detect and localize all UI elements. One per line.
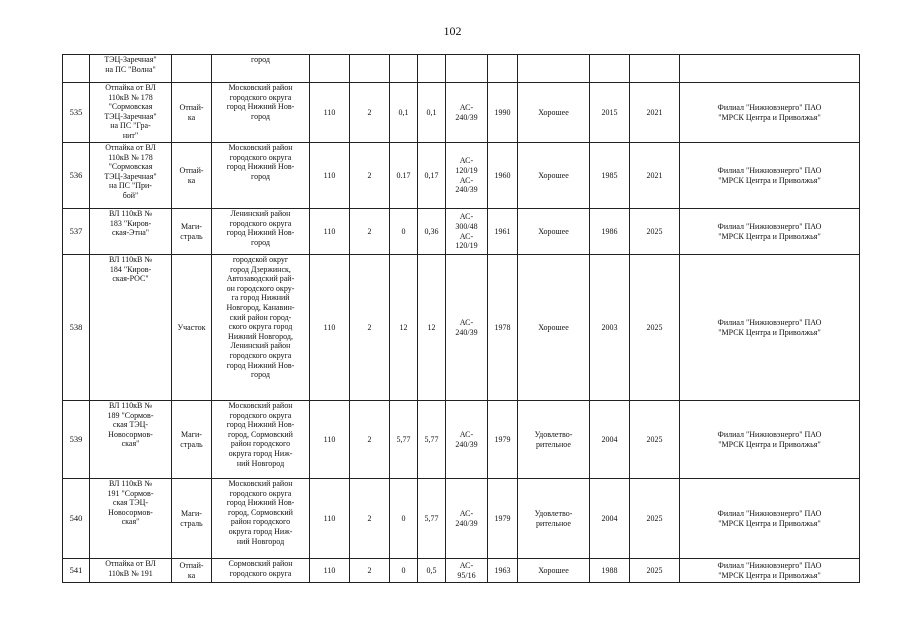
cell-line: ка	[187, 175, 196, 185]
cell-year-2: 2015	[590, 83, 630, 143]
cell-line: городского округа	[229, 92, 292, 102]
cell-line: город Нижний Нов-	[226, 102, 295, 112]
cell-length-a: 12	[390, 255, 418, 401]
cell-condition	[518, 83, 590, 143]
cell-line-type	[172, 559, 212, 583]
cell-line: Московский район	[228, 479, 293, 488]
cell-line: Новосормов-	[108, 429, 153, 439]
cell-line: АС-	[459, 231, 474, 241]
cell-line: Московский район	[228, 143, 293, 152]
cell-line: АС-	[459, 317, 474, 327]
cell-line: ТЭЦ-Заречная"	[104, 55, 157, 64]
cell-length-b: 0,5	[418, 559, 446, 583]
cell-commission-year: 1963	[488, 559, 518, 583]
cell-line: город, Сормовский	[228, 507, 293, 517]
cell-line: район городского	[230, 517, 291, 527]
cell-voltage: 110	[310, 479, 350, 559]
cell-year-2	[590, 55, 630, 83]
cell-line: 300/48	[455, 221, 478, 231]
cell-owner	[680, 255, 860, 401]
cell-line: Филиал "Нижновэнерго" ПАО	[717, 221, 822, 231]
cell-line: Филиал "Нижновэнерго" ПАО	[717, 165, 822, 175]
cell-line-type	[172, 401, 212, 479]
cell-line: ТЭЦ-Заречная"	[104, 171, 157, 181]
cell-line: "МРСК Центра и Приволжья"	[718, 112, 821, 122]
cell-line: Сормовский район	[228, 559, 293, 568]
cell-condition	[518, 401, 590, 479]
cell-location	[212, 479, 310, 559]
cell-year-3: 2025	[630, 559, 680, 583]
cell-line: "Сормовская	[108, 162, 153, 172]
cell-line: бой"	[122, 190, 139, 200]
cell-line: 240/39	[455, 518, 478, 528]
cell-line: Филиал "Нижновэнерго" ПАО	[717, 317, 822, 327]
cell-line: "МРСК Центра и Приволжья"	[718, 570, 821, 580]
cell-length-a: 0.17	[390, 143, 418, 209]
cell-wire-brand	[446, 143, 488, 209]
cell-line-type	[172, 209, 212, 255]
cell-line: городского округа	[229, 152, 292, 162]
cell-commission-year: 1960	[488, 143, 518, 209]
cell-line: ТЭЦ-Заречная"	[104, 111, 157, 121]
cell-line: нит"	[122, 130, 139, 140]
cell-owner	[680, 559, 860, 583]
cell-owner	[680, 479, 860, 559]
cell-length-b: 0,17	[418, 143, 446, 209]
cell-line: город Нижний Нов-	[226, 420, 295, 430]
cell-line: ского округа город	[228, 322, 293, 332]
cell-line: 240/39	[455, 185, 478, 195]
cell-line: город	[251, 237, 270, 247]
cell-owner	[680, 209, 860, 255]
cell-line: ка	[187, 570, 196, 580]
cell-location	[212, 209, 310, 255]
cell-circuits: 2	[350, 559, 390, 583]
cell-line: ский район город-	[229, 312, 292, 322]
table-row	[63, 209, 860, 255]
cell-wire-brand	[446, 401, 488, 479]
cell-length-a: 0	[390, 479, 418, 559]
cell-condition	[518, 143, 590, 209]
cell-length-b: 0,36	[418, 209, 446, 255]
cell-wire-brand	[446, 479, 488, 559]
cell-line: он городского окру-	[226, 283, 295, 293]
cell-line: ская-РОС"	[112, 274, 149, 284]
cell-line: округа город Ниж-	[228, 526, 293, 536]
cell-line: "Сормовская	[108, 102, 153, 112]
cell-line: Филиал "Нижновэнерго" ПАО	[717, 102, 822, 112]
cell-line: страль	[180, 518, 203, 528]
cell-line: АС-	[459, 508, 474, 518]
cell-line: 183 "Киров-	[109, 218, 152, 228]
cell-line: Хорошее	[538, 107, 569, 117]
cell-line: ская"	[121, 439, 140, 449]
cell-line: ская ТЭЦ-	[112, 498, 149, 508]
cell-location	[212, 83, 310, 143]
cell-circuits	[350, 55, 390, 83]
cell-line: город Нижний Нов-	[226, 162, 295, 172]
cell-line: ВЛ 110кВ №	[108, 479, 152, 488]
cell-line: Хорошее	[538, 565, 569, 575]
cell-line: ка	[187, 112, 196, 122]
cell-line: страль	[180, 439, 203, 449]
cell-line: город Нижний Нов-	[226, 498, 295, 508]
cell-voltage: 110	[310, 143, 350, 209]
cell-year-3: 2025	[630, 255, 680, 401]
cell-line: округа город Ниж-	[228, 448, 293, 458]
cell-line: район городского	[230, 439, 291, 449]
cell-line: 240/39	[455, 439, 478, 449]
cell-commission-year: 1961	[488, 209, 518, 255]
cell-line-name	[90, 479, 172, 559]
cell-line: Отпайка от ВЛ	[105, 559, 156, 568]
cell-line-name	[90, 83, 172, 143]
cell-line: Маги-	[181, 221, 202, 231]
cell-line: "МРСК Центра и Приволжья"	[718, 327, 821, 337]
cell-line: 120/19	[455, 165, 478, 175]
cell-line: рительное	[536, 518, 571, 528]
cell-line: Нижний Новгород,	[228, 331, 293, 341]
cell-line: АС-	[459, 102, 474, 112]
cell-line-type	[172, 143, 212, 209]
cell-line: Участок	[177, 322, 206, 332]
cell-line: Отпай-	[179, 560, 204, 570]
cell-commission-year: 1990	[488, 83, 518, 143]
cell-owner	[680, 143, 860, 209]
cell-year-2: 2004	[590, 401, 630, 479]
cell-line: Хорошее	[538, 170, 569, 180]
cell-line: ВЛ 110кВ №	[108, 401, 152, 410]
cell-circuits: 2	[350, 143, 390, 209]
cell-line: на ПС "При-	[109, 181, 152, 191]
cell-circuits: 2	[350, 479, 390, 559]
cell-length-b: 12	[418, 255, 446, 401]
cell-line: на ПС "Гра-	[110, 121, 151, 131]
cell-length-a: 0,1	[390, 83, 418, 143]
cell-line: город	[251, 55, 270, 64]
table-row	[63, 401, 860, 479]
cell-line: Ленинский район	[230, 209, 291, 218]
cell-line: городского округа	[229, 218, 292, 228]
cell-line: Автозаводский рай-	[226, 274, 295, 284]
cell-year-3: 2025	[630, 479, 680, 559]
cell-line: 240/39	[455, 327, 478, 337]
cell-location	[212, 401, 310, 479]
cell-line: АС-	[459, 560, 474, 570]
cell-year-3: 2021	[630, 83, 680, 143]
cell-line: Московский район	[228, 401, 293, 410]
cell-circuits: 2	[350, 401, 390, 479]
cell-owner	[680, 55, 860, 83]
cell-line: Удовлетво-	[534, 429, 573, 439]
cell-row-number: 535	[63, 83, 90, 143]
cell-line: город Дзержинск,	[230, 264, 291, 274]
cell-line: страль	[180, 231, 203, 241]
cell-row-number: 536	[63, 143, 90, 209]
cell-location	[212, 255, 310, 401]
cell-line: АС-	[459, 156, 474, 166]
cell-year-3: 2025	[630, 209, 680, 255]
table-row	[63, 83, 860, 143]
cell-year-2: 2003	[590, 255, 630, 401]
cell-line: рительное	[536, 439, 571, 449]
cell-line: Удовлетво-	[534, 508, 573, 518]
cell-line: "МРСК Центра и Приволжья"	[718, 175, 821, 185]
cell-line: "МРСК Центра и Приволжья"	[718, 439, 821, 449]
cell-line: ВЛ 110кВ №	[108, 255, 152, 264]
cell-length-a: 0	[390, 209, 418, 255]
cell-line: Маги-	[181, 429, 202, 439]
cell-location	[212, 559, 310, 583]
cell-line: ний Новгород	[236, 458, 285, 468]
table-row	[63, 55, 860, 83]
cell-line: 95/16	[457, 570, 476, 580]
cell-voltage: 110	[310, 83, 350, 143]
cell-line: ская-Этна"	[111, 228, 150, 238]
cell-line: Отпай-	[179, 165, 204, 175]
cell-line-type	[172, 479, 212, 559]
cell-row-number: 540	[63, 479, 90, 559]
cell-line-name	[90, 209, 172, 255]
cell-line: "МРСК Центра и Приволжья"	[718, 231, 821, 241]
cell-year-3	[630, 55, 680, 83]
cell-voltage: 110	[310, 255, 350, 401]
cell-line: город Нижний Нов-	[226, 360, 295, 370]
cell-line: Отпай-	[179, 102, 204, 112]
cell-line: Московский район	[228, 83, 293, 92]
table-row	[63, 559, 860, 583]
cell-line: ний Новгород	[236, 536, 285, 546]
cell-line: Филиал "Нижновэнерго" ПАО	[717, 429, 822, 439]
cell-wire-brand	[446, 209, 488, 255]
cell-line: 120/19	[455, 241, 478, 251]
cell-line-name	[90, 55, 172, 83]
cell-line: город	[251, 111, 270, 121]
cell-line: Хорошее	[538, 226, 569, 236]
cell-line: на ПС "Волна"	[105, 64, 156, 74]
cell-length-a: 0	[390, 559, 418, 583]
cell-length-a	[390, 55, 418, 83]
cell-owner	[680, 401, 860, 479]
cell-line-name	[90, 559, 172, 583]
cell-line: 110кВ № 191	[108, 568, 153, 578]
cell-line: город	[251, 171, 270, 181]
cell-commission-year: 1979	[488, 401, 518, 479]
cell-condition	[518, 55, 590, 83]
cell-condition	[518, 559, 590, 583]
cell-year-3: 2025	[630, 401, 680, 479]
cell-line: городского округа	[229, 488, 292, 498]
cell-line: город Нижний Нов-	[226, 228, 295, 238]
cell-line: городского округа	[229, 350, 292, 360]
cell-voltage: 110	[310, 209, 350, 255]
cell-line: городского округа	[229, 410, 292, 420]
cell-year-2: 2004	[590, 479, 630, 559]
cell-owner	[680, 83, 860, 143]
cell-length-b: 0,1	[418, 83, 446, 143]
cell-wire-brand	[446, 83, 488, 143]
cell-line: Новосормов-	[108, 507, 153, 517]
cell-line: городской округ	[232, 255, 289, 264]
cell-year-2: 1985	[590, 143, 630, 209]
cell-condition	[518, 479, 590, 559]
cell-line: город	[251, 370, 270, 380]
table-row	[63, 479, 860, 559]
cell-wire-brand	[446, 255, 488, 401]
cell-year-2: 1986	[590, 209, 630, 255]
cell-line-name	[90, 255, 172, 401]
cell-line: 110кВ № 178	[108, 152, 153, 162]
cell-line: ская ТЭЦ-	[112, 420, 149, 430]
cell-row-number	[63, 55, 90, 83]
cell-line: "МРСК Центра и Приволжья"	[718, 518, 821, 528]
cell-line: Филиал "Нижновэнерго" ПАО	[717, 508, 822, 518]
cell-line: АС-	[459, 212, 474, 222]
cell-commission-year: 1979	[488, 479, 518, 559]
cell-length-b	[418, 55, 446, 83]
cell-line: 110кВ № 178	[108, 92, 153, 102]
cell-line: 240/39	[455, 112, 478, 122]
cell-line: Новгород, Канавин-	[226, 302, 295, 312]
cell-circuits: 2	[350, 209, 390, 255]
cell-line-type	[172, 255, 212, 401]
cell-line: АС-	[459, 175, 474, 185]
cell-line: Филиал "Нижновэнерго" ПАО	[717, 560, 822, 570]
cell-line-name	[90, 143, 172, 209]
cell-line: 184 "Киров-	[109, 264, 152, 274]
cell-length-b: 5,77	[418, 479, 446, 559]
cell-voltage	[310, 55, 350, 83]
cell-line: ВЛ 110кВ №	[108, 209, 152, 218]
cell-line-type	[172, 83, 212, 143]
cell-line: Отпайка от ВЛ	[105, 83, 156, 92]
cell-circuits: 2	[350, 255, 390, 401]
cell-line: ская"	[121, 517, 140, 527]
cell-year-2: 1988	[590, 559, 630, 583]
page-number: 102	[443, 24, 462, 38]
cell-line: Маги-	[181, 508, 202, 518]
cell-circuits: 2	[350, 83, 390, 143]
cell-line: АС-	[459, 429, 474, 439]
cell-row-number: 537	[63, 209, 90, 255]
cell-voltage: 110	[310, 401, 350, 479]
cell-location	[212, 143, 310, 209]
cell-voltage: 110	[310, 559, 350, 583]
cell-line: Отпайка от ВЛ	[105, 143, 156, 152]
cell-length-b: 5,77	[418, 401, 446, 479]
cell-line-name	[90, 401, 172, 479]
cell-condition	[518, 209, 590, 255]
cell-line: га город Нижний	[231, 293, 290, 303]
cell-row-number: 541	[63, 559, 90, 583]
cell-year-3: 2021	[630, 143, 680, 209]
cell-commission-year	[488, 55, 518, 83]
cell-line: 189 "Сормов-	[107, 410, 154, 420]
table-row	[63, 255, 860, 401]
cell-location	[212, 55, 310, 83]
cell-length-a: 5,77	[390, 401, 418, 479]
cell-line-type	[172, 55, 212, 83]
cell-line: Хорошее	[538, 322, 569, 332]
table-row	[63, 143, 860, 209]
cell-wire-brand	[446, 559, 488, 583]
cell-condition	[518, 255, 590, 401]
cell-line: город, Сормовский	[228, 429, 293, 439]
power-line-register-table	[62, 54, 860, 583]
cell-row-number: 539	[63, 401, 90, 479]
cell-wire-brand	[446, 55, 488, 83]
cell-line: Ленинский район	[230, 341, 291, 351]
cell-line: 191 "Сормов-	[107, 488, 154, 498]
cell-line: городского округа	[229, 568, 292, 578]
cell-row-number: 538	[63, 255, 90, 401]
cell-commission-year: 1978	[488, 255, 518, 401]
